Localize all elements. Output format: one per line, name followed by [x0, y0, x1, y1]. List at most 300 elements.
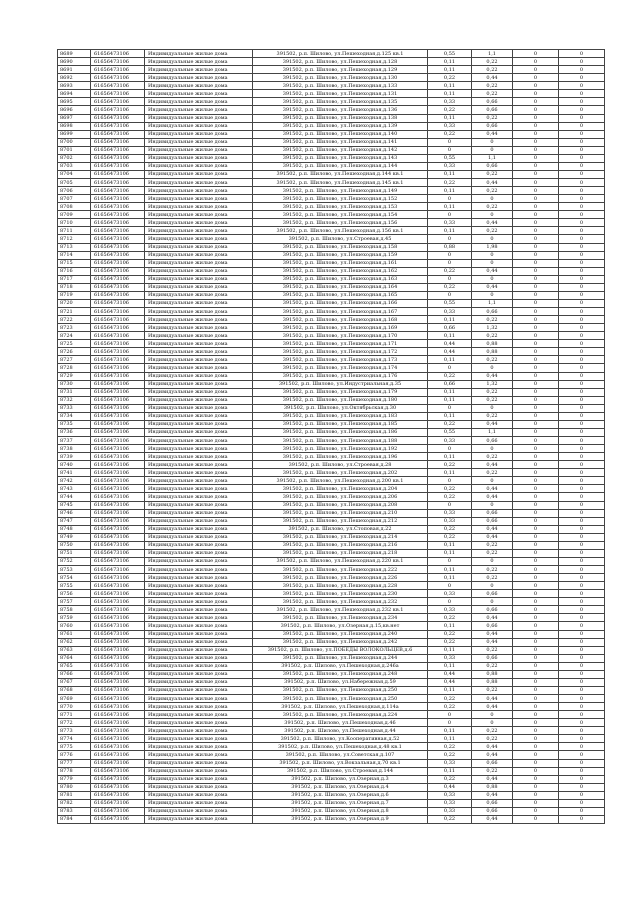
value-cell: 0: [559, 66, 605, 74]
type-cell: Индивидуальные жилые дома: [145, 533, 253, 541]
code-cell: 61656473106: [91, 517, 145, 525]
value-cell: 0: [513, 130, 559, 138]
row-number: 8730: [58, 380, 91, 388]
address-cell: 391502, р.п. Шилово, ул.Пешеходная,д.206: [253, 493, 428, 501]
value-cell: 0: [472, 195, 513, 203]
code-cell: 61656473106: [91, 501, 145, 509]
value-cell: 0: [559, 453, 605, 461]
value-cell: 0,44: [472, 179, 513, 187]
value-cell: 0,55: [428, 299, 472, 307]
value-cell: 0,44: [472, 791, 513, 799]
row-number: 8781: [58, 791, 91, 799]
value-cell: 0,44: [428, 678, 472, 686]
code-cell: 61656473106: [91, 743, 145, 751]
type-cell: Индивидуальные жилые дома: [145, 775, 253, 783]
value-cell: 0,44: [472, 74, 513, 82]
value-cell: 0: [559, 501, 605, 509]
value-cell: 0,88: [472, 783, 513, 791]
value-cell: 0: [513, 58, 559, 66]
value-cell: 0,22: [472, 114, 513, 122]
table-row: [58, 461, 605, 469]
type-cell: Индивидуальные жилые дома: [145, 638, 253, 646]
type-cell: Индивидуальные жилые дома: [145, 461, 253, 469]
table-row: [58, 122, 605, 130]
type-cell: Индивидуальные жилые дома: [145, 711, 253, 719]
value-cell: 0: [513, 146, 559, 154]
type-cell: Индивидуальные жилые дома: [145, 170, 253, 178]
value-cell: 0,88: [428, 243, 472, 251]
value-cell: 0: [559, 622, 605, 630]
type-cell: Индивидуальные жилые дома: [145, 654, 253, 662]
table-row: [58, 557, 605, 565]
row-number: 8699: [58, 130, 91, 138]
code-cell: 61656473106: [91, 719, 145, 727]
type-cell: Индивидуальные жилые дома: [145, 50, 253, 58]
row-number: 8757: [58, 598, 91, 606]
row-number: 8727: [58, 356, 91, 364]
table-row: [58, 775, 605, 783]
address-cell: 391502, р.п. Шилово, ул.Пешеходная,д.161: [253, 259, 428, 267]
value-cell: 0,44: [472, 283, 513, 291]
value-cell: 0,44: [472, 130, 513, 138]
value-cell: 0: [559, 179, 605, 187]
value-cell: 0: [472, 146, 513, 154]
value-cell: 0: [513, 630, 559, 638]
address-cell: 391502, р.п. Шилово, ул.Пешеходная,д.218: [253, 549, 428, 557]
value-cell: 0: [513, 525, 559, 533]
table-row: [58, 815, 605, 823]
value-cell: 0,22: [428, 74, 472, 82]
code-cell: 61656473106: [91, 275, 145, 283]
type-cell: Индивидуальные жилые дома: [145, 154, 253, 162]
code-cell: 61656473106: [91, 783, 145, 791]
type-cell: Индивидуальные жилые дома: [145, 412, 253, 420]
value-cell: 0: [513, 187, 559, 195]
code-cell: 61656473106: [91, 154, 145, 162]
value-cell: 0,44: [472, 485, 513, 493]
value-cell: 0,44: [472, 461, 513, 469]
code-cell: 61656473106: [91, 203, 145, 211]
address-cell: 391502, р.п. Шилово, ул.Пешеходная,д.246а: [253, 662, 428, 670]
value-cell: 0: [559, 170, 605, 178]
value-cell: 0,22: [472, 574, 513, 582]
value-cell: 0: [513, 380, 559, 388]
table-row: [58, 727, 605, 735]
table-row: [58, 162, 605, 170]
type-cell: Индивидуальные жилые дома: [145, 179, 253, 187]
value-cell: 0: [513, 324, 559, 332]
value-cell: 0,11: [428, 316, 472, 324]
address-cell: 391502, р.п. Шилово, ул.Пешеходная,д.46: [253, 719, 428, 727]
row-number: 8751: [58, 549, 91, 557]
type-cell: Индивидуальные жилые дома: [145, 146, 253, 154]
code-cell: 61656473106: [91, 807, 145, 815]
code-cell: 61656473106: [91, 598, 145, 606]
row-number: 8738: [58, 445, 91, 453]
row-number: 8712: [58, 235, 91, 243]
row-number: 8767: [58, 678, 91, 686]
value-cell: 0,66: [472, 759, 513, 767]
value-cell: 0,66: [472, 106, 513, 114]
address-cell: 391502, р.п. Шилово, ул.Пешеходная,д.250: [253, 695, 428, 703]
value-cell: 0: [513, 211, 559, 219]
value-cell: 0: [513, 606, 559, 614]
type-cell: Индивидуальные жилые дома: [145, 82, 253, 90]
code-cell: 61656473106: [91, 90, 145, 98]
type-cell: Индивидуальные жилые дома: [145, 501, 253, 509]
value-cell: 0,22: [472, 356, 513, 364]
value-cell: 0,11: [428, 469, 472, 477]
row-number: 8695: [58, 98, 91, 106]
row-number: 8743: [58, 485, 91, 493]
value-cell: 0,44: [472, 815, 513, 823]
value-cell: 0: [428, 445, 472, 453]
table-row: [58, 372, 605, 380]
code-cell: 61656473106: [91, 412, 145, 420]
type-cell: Индивидуальные жилые дома: [145, 622, 253, 630]
value-cell: 0: [513, 509, 559, 517]
value-cell: 1,32: [472, 380, 513, 388]
code-cell: 61656473106: [91, 187, 145, 195]
type-cell: Индивидуальные жилые дома: [145, 557, 253, 565]
type-cell: Индивидуальные жилые дома: [145, 662, 253, 670]
row-number: 8761: [58, 630, 91, 638]
address-cell: 391502, р.п. Шилово, ул.Пешеходная,д.128: [253, 58, 428, 66]
value-cell: 0,44: [472, 267, 513, 275]
row-number: 8736: [58, 428, 91, 436]
address-cell: 391502, р.п. Шилово, ул.Пешеходная,д.176: [253, 372, 428, 380]
value-cell: 0,44: [472, 525, 513, 533]
table-row: [58, 82, 605, 90]
table-row: [58, 219, 605, 227]
value-cell: 0: [559, 388, 605, 396]
value-cell: 0,11: [428, 646, 472, 654]
type-cell: Индивидуальные жилые дома: [145, 283, 253, 291]
value-cell: 0: [559, 267, 605, 275]
value-cell: 0: [513, 493, 559, 501]
type-cell: Индивидуальные жилые дома: [145, 388, 253, 396]
code-cell: 61656473106: [91, 170, 145, 178]
value-cell: 0,33: [428, 98, 472, 106]
type-cell: Индивидуальные жилые дома: [145, 90, 253, 98]
value-cell: 0,11: [428, 549, 472, 557]
value-cell: 0: [513, 138, 559, 146]
row-number: 8749: [58, 533, 91, 541]
type-cell: Индивидуальные жилые дома: [145, 767, 253, 775]
address-cell: 391502, р.п. Шилово, ул.Пешеходная,д.138: [253, 114, 428, 122]
value-cell: 0,22: [472, 203, 513, 211]
row-number: 8775: [58, 743, 91, 751]
value-cell: 0: [513, 66, 559, 74]
row-number: 8711: [58, 227, 91, 235]
address-cell: 391502, р.п. Шилово, ул.Пешеходная,д.180: [253, 396, 428, 404]
value-cell: 0: [559, 549, 605, 557]
table-row: [58, 695, 605, 703]
value-cell: 0: [472, 211, 513, 219]
value-cell: 0: [559, 525, 605, 533]
value-cell: 0,66: [472, 98, 513, 106]
value-cell: 0: [559, 735, 605, 743]
value-cell: 0,44: [472, 630, 513, 638]
code-cell: 61656473106: [91, 509, 145, 517]
code-cell: 61656473106: [91, 82, 145, 90]
value-cell: 0: [559, 493, 605, 501]
value-cell: 0: [513, 404, 559, 412]
value-cell: 0: [513, 412, 559, 420]
value-cell: 0: [513, 541, 559, 549]
value-cell: 0,11: [428, 727, 472, 735]
value-cell: 0,33: [428, 122, 472, 130]
code-cell: 61656473106: [91, 453, 145, 461]
type-cell: Индивидуальные жилые дома: [145, 445, 253, 453]
value-cell: 0: [559, 727, 605, 735]
type-cell: Индивидуальные жилые дома: [145, 267, 253, 275]
value-cell: 0: [559, 477, 605, 485]
value-cell: 0: [428, 477, 472, 485]
value-cell: 0: [559, 74, 605, 82]
value-cell: 1,32: [472, 324, 513, 332]
value-cell: 0: [513, 461, 559, 469]
row-number: 8784: [58, 815, 91, 823]
value-cell: 0: [559, 799, 605, 807]
table-row: [58, 686, 605, 694]
type-cell: Индивидуальные жилые дома: [145, 525, 253, 533]
value-cell: 0,22: [428, 638, 472, 646]
value-cell: 0: [513, 799, 559, 807]
row-number: 8753: [58, 566, 91, 574]
address-cell: 391502, р.п. Шилово, ул.Пешеходная,д.244: [253, 654, 428, 662]
value-cell: 0: [559, 759, 605, 767]
address-cell: 391502, р.п. Шилово, ул.Озерная,д.15,кв.нет: [253, 622, 428, 630]
value-cell: 0: [559, 211, 605, 219]
code-cell: 61656473106: [91, 670, 145, 678]
table-row: [58, 50, 605, 58]
table-row: [58, 445, 605, 453]
code-cell: 61656473106: [91, 283, 145, 291]
row-number: 8758: [58, 606, 91, 614]
value-cell: 0: [513, 582, 559, 590]
value-cell: 0: [559, 98, 605, 106]
value-cell: 0: [559, 420, 605, 428]
address-cell: 391502, р.п. Шилово, ул.Вокзальная,д.70 кв.1: [253, 759, 428, 767]
value-cell: 0,33: [428, 799, 472, 807]
address-cell: 391502, р.п. Шилово, ул.Пешеходная,д.162: [253, 267, 428, 275]
value-cell: 0: [559, 469, 605, 477]
code-cell: 61656473106: [91, 420, 145, 428]
address-cell: 391502, р.п. Шилово, ул.Пешеходная,д.139: [253, 122, 428, 130]
type-cell: Индивидуальные жилые дома: [145, 590, 253, 598]
address-cell: 391502, р.п. Шилово, ул.Пешеходная,д.136: [253, 106, 428, 114]
value-cell: 0: [559, 703, 605, 711]
value-cell: 0: [513, 114, 559, 122]
row-number: 8696: [58, 106, 91, 114]
value-cell: 0: [513, 445, 559, 453]
row-number: 8703: [58, 162, 91, 170]
value-cell: 0: [559, 259, 605, 267]
code-cell: 61656473106: [91, 66, 145, 74]
type-cell: Индивидуальные жилые дома: [145, 799, 253, 807]
value-cell: 0,22: [472, 646, 513, 654]
value-cell: 0: [513, 396, 559, 404]
value-cell: 0,11: [428, 227, 472, 235]
value-cell: 0: [559, 437, 605, 445]
value-cell: 0: [559, 412, 605, 420]
code-cell: 61656473106: [91, 162, 145, 170]
table-row: [58, 66, 605, 74]
table-row: [58, 469, 605, 477]
value-cell: 0: [513, 815, 559, 823]
type-cell: Индивидуальные жилые дома: [145, 404, 253, 412]
value-cell: 0: [559, 711, 605, 719]
value-cell: 0: [513, 783, 559, 791]
value-cell: 1,1: [472, 50, 513, 58]
value-cell: 0,22: [428, 283, 472, 291]
address-cell: 391502, р.п. Шилово, ул.Пешеходная,д.167: [253, 308, 428, 316]
value-cell: 0: [513, 50, 559, 58]
type-cell: Индивидуальные жилые дома: [145, 372, 253, 380]
address-cell: 391502, р.п. Шилово, ул.Пешеходная,д.163: [253, 275, 428, 283]
table-row: [58, 598, 605, 606]
code-cell: 61656473106: [91, 727, 145, 735]
address-cell: 391502, р.п. Шилово, ул.Пешеходная,д.129: [253, 66, 428, 74]
table-body: [58, 50, 605, 824]
address-cell: 391502, р.п. Шилово, ул.Пешеходная,д.232: [253, 598, 428, 606]
value-cell: 0: [428, 259, 472, 267]
code-cell: 61656473106: [91, 130, 145, 138]
row-number: 8759: [58, 614, 91, 622]
address-cell: 391502, р.п. Шилово, ул.Пешеходная,д.145 кв.1: [253, 179, 428, 187]
address-cell: 391502, р.п. Шилово, ул.Пешеходная,д.185: [253, 420, 428, 428]
value-cell: 0,22: [472, 90, 513, 98]
table-row: [58, 356, 605, 364]
row-number: 8732: [58, 396, 91, 404]
address-cell: 391502, р.п. Шилово, ул.Пешеходная,д.200 кв.1: [253, 477, 428, 485]
table-row: [58, 211, 605, 219]
value-cell: 0,22: [472, 396, 513, 404]
value-cell: 0,22: [472, 412, 513, 420]
address-cell: 391502, р.п. Шилово, ул.Пешеходная,д.130: [253, 74, 428, 82]
value-cell: 0,22: [428, 420, 472, 428]
table-row: [58, 437, 605, 445]
address-cell: 391502, р.п. Шилово, ул.Пешеходная,д.232 кв.1: [253, 606, 428, 614]
value-cell: 0: [513, 340, 559, 348]
address-cell: 391502, р.п. Шилово, ул.Пешеходная,д.144: [253, 162, 428, 170]
table-row: [58, 98, 605, 106]
value-cell: 0: [513, 453, 559, 461]
table-row: [58, 743, 605, 751]
code-cell: 61656473106: [91, 549, 145, 557]
value-cell: 0: [513, 517, 559, 525]
code-cell: 61656473106: [91, 695, 145, 703]
value-cell: 0: [513, 251, 559, 259]
code-cell: 61656473106: [91, 541, 145, 549]
address-cell: 391502, р.п. Шилово, ул.Пешеходная,д.224: [253, 711, 428, 719]
address-cell: 391502, р.п. Шилово, ул.Советская,д.107: [253, 751, 428, 759]
row-number: 8765: [58, 662, 91, 670]
address-cell: 391502, р.п. Шилово, ул.Пешеходная,д.212: [253, 517, 428, 525]
data-table: [57, 49, 605, 824]
type-cell: Индивидуальные жилые дома: [145, 308, 253, 316]
address-cell: 391502, р.п. Шилово, ул.Строевая,д.144: [253, 767, 428, 775]
value-cell: 0,44: [472, 695, 513, 703]
address-cell: 391502, р.п. Шилово, ул.Пешеходная,д.179: [253, 388, 428, 396]
code-cell: 61656473106: [91, 703, 145, 711]
code-cell: 61656473106: [91, 533, 145, 541]
code-cell: 61656473106: [91, 654, 145, 662]
code-cell: 61656473106: [91, 469, 145, 477]
type-cell: Индивидуальные жилые дома: [145, 396, 253, 404]
table-row: [58, 243, 605, 251]
value-cell: 0: [559, 396, 605, 404]
value-cell: 0,22: [472, 549, 513, 557]
table-row: [58, 299, 605, 307]
value-cell: 0: [559, 219, 605, 227]
value-cell: 0: [513, 654, 559, 662]
code-cell: 61656473106: [91, 815, 145, 823]
type-cell: Индивидуальные жилые дома: [145, 582, 253, 590]
value-cell: 0: [559, 783, 605, 791]
address-cell: 391502, р.п. Шилово, ул.Пешеходная,д.186: [253, 428, 428, 436]
type-cell: Индивидуальные жилые дома: [145, 493, 253, 501]
table-row: [58, 420, 605, 428]
value-cell: 0: [513, 195, 559, 203]
type-cell: Индивидуальные жилые дома: [145, 485, 253, 493]
value-cell: 0: [513, 711, 559, 719]
value-cell: 0: [559, 662, 605, 670]
code-cell: 61656473106: [91, 364, 145, 372]
type-cell: Индивидуальные жилые дома: [145, 227, 253, 235]
value-cell: 0: [559, 807, 605, 815]
address-cell: 391502, р.п. Шилово, ул.Пешеходная,д.183: [253, 412, 428, 420]
address-cell: 391502, р.п. Шилово, ул.Пешеходная,д.48 кв.1: [253, 743, 428, 751]
table-row: [58, 179, 605, 187]
value-cell: 0,11: [428, 574, 472, 582]
code-cell: 61656473106: [91, 791, 145, 799]
address-cell: 391502, р.п. Шилово, ул.Озерная,д.9: [253, 815, 428, 823]
type-cell: Индивидуальные жилые дома: [145, 574, 253, 582]
row-number: 8698: [58, 122, 91, 130]
table-row: [58, 203, 605, 211]
address-cell: 391502, р.п. Шилово, ул.Пешеходная,д.169: [253, 324, 428, 332]
value-cell: 0,22: [472, 566, 513, 574]
table-row: [58, 332, 605, 340]
value-cell: 0: [559, 324, 605, 332]
value-cell: 0,22: [428, 775, 472, 783]
value-cell: 0: [513, 348, 559, 356]
table-row: [58, 590, 605, 598]
value-cell: 0: [559, 235, 605, 243]
value-cell: 0: [513, 437, 559, 445]
value-cell: 0,44: [472, 219, 513, 227]
code-cell: 61656473106: [91, 340, 145, 348]
table-row: [58, 259, 605, 267]
code-cell: 61656473106: [91, 138, 145, 146]
value-cell: 0: [513, 743, 559, 751]
value-cell: 0: [559, 372, 605, 380]
row-number: 8710: [58, 219, 91, 227]
row-number: 8713: [58, 243, 91, 251]
value-cell: 0,44: [428, 340, 472, 348]
row-number: 8689: [58, 50, 91, 58]
type-cell: Индивидуальные жилые дома: [145, 299, 253, 307]
type-cell: Индивидуальные жилые дома: [145, 275, 253, 283]
row-number: 8770: [58, 703, 91, 711]
value-cell: 0,22: [472, 686, 513, 694]
code-cell: 61656473106: [91, 299, 145, 307]
value-cell: 0: [513, 283, 559, 291]
row-number: 8722: [58, 316, 91, 324]
type-cell: Индивидуальные жилые дома: [145, 187, 253, 195]
